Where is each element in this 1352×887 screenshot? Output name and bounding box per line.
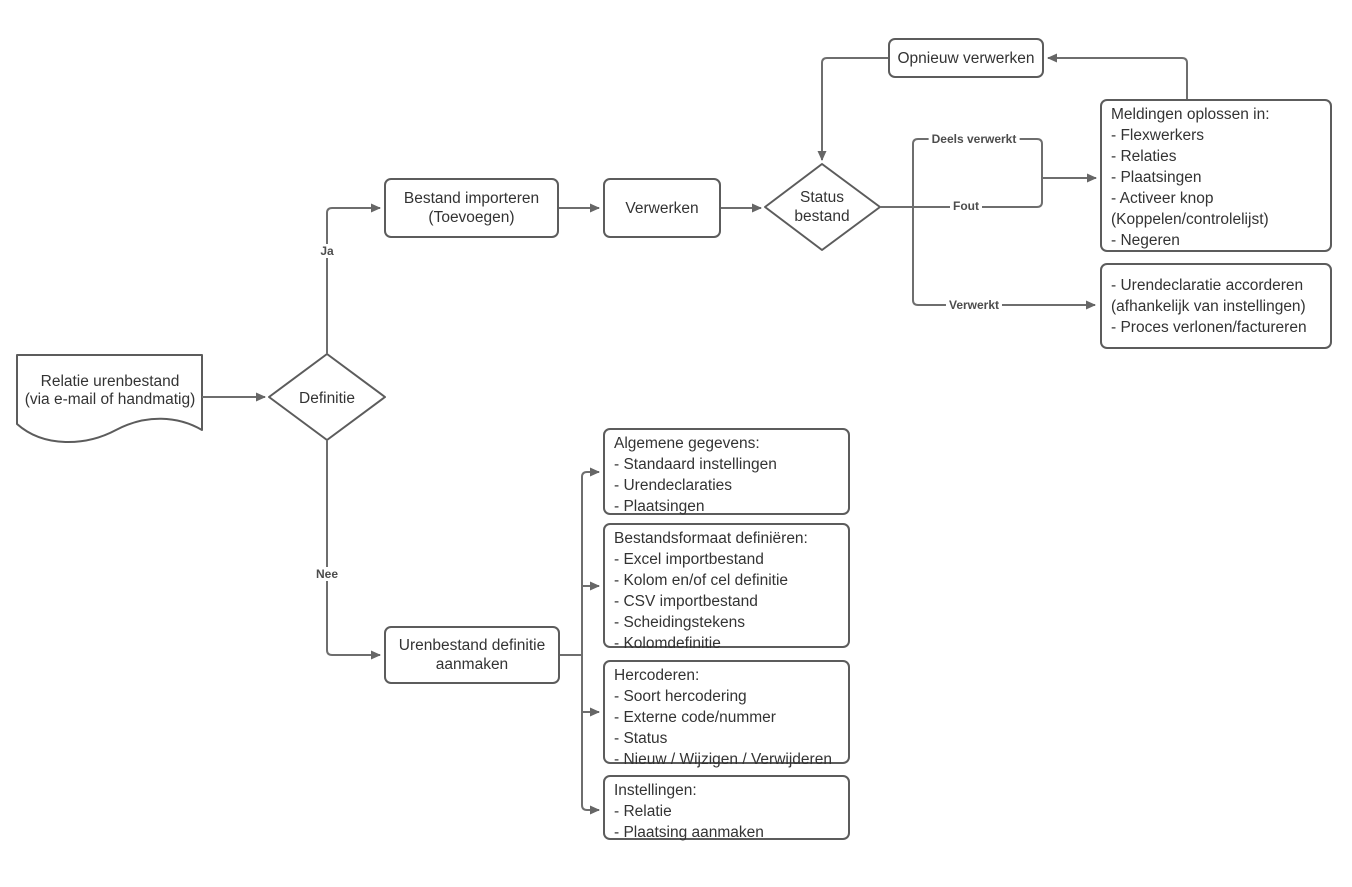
list-line: - Flexwerkers <box>1111 127 1205 144</box>
list-line: - Urendeclaraties <box>614 477 733 494</box>
edge-label-fout: Fout <box>950 199 982 213</box>
list-line: - Negeren <box>1111 232 1180 249</box>
list-line: - Standaard instellingen <box>614 456 777 473</box>
node-label-line: Verwerken <box>625 199 699 217</box>
list-line: - Externe code/nummer <box>614 709 776 726</box>
connector-nee-branch <box>327 440 380 655</box>
list-line: (Koppelen/controlelijst) <box>1111 211 1269 228</box>
node-meldingen-oplossen <box>1100 99 1332 252</box>
node-opnieuw-verwerken <box>888 38 1044 78</box>
node-instellingen <box>603 775 850 840</box>
node-bestandsformaat <box>603 523 850 652</box>
edge-label-ja: Ja <box>317 244 336 258</box>
list-line: Instellingen: <box>614 782 697 799</box>
connector-verwerkt <box>913 207 1095 305</box>
node-label-line: Urenbestand definitie <box>398 637 546 654</box>
list-line: - Status <box>614 730 668 747</box>
node-urenbestand-definitie <box>384 626 560 684</box>
list-line: - Kolomdefinitie <box>614 635 721 652</box>
connector-to-instellingen <box>582 655 599 810</box>
node-label-line: Opnieuw verwerken <box>897 49 1035 67</box>
connector-opnieuw-to-status <box>822 58 888 160</box>
list-line: - Activeer knop <box>1111 190 1214 207</box>
list-line: Meldingen oplossen in: <box>1111 106 1270 123</box>
list-line: - Plaatsingen <box>1111 169 1202 186</box>
edge-label-deels-verwerkt: Deels verwerkt <box>929 132 1020 146</box>
node-urendeclaratie-accorderen <box>1100 263 1332 349</box>
node-definitie-label: Definitie <box>299 390 355 407</box>
node-label-line: aanmaken <box>435 656 509 673</box>
list-line: - Plaatsing aanmaken <box>614 824 764 841</box>
edge-label-verwerkt: Verwerkt <box>946 298 1002 312</box>
node-label-line: bestand <box>794 208 850 225</box>
list-line: - Plaatsingen <box>614 498 705 515</box>
node-label-line: (Toevoegen) <box>428 209 515 226</box>
node-hercoderen <box>603 660 850 768</box>
list-line: - Soort hercodering <box>614 688 747 705</box>
node-label-line: Relatie urenbestand <box>40 373 180 390</box>
node-relatie-urenbestand <box>20 373 200 409</box>
list-line: - Relatie <box>614 803 672 820</box>
list-line: - Relaties <box>1111 148 1177 165</box>
node-verwerken <box>603 178 721 238</box>
list-line: (afhankelijk van instellingen) <box>1111 297 1306 315</box>
list-line: - Scheidingstekens <box>614 614 745 631</box>
node-label-line: (via e-mail of handmatig) <box>24 391 196 408</box>
list-line: - Urendeclaratie accorderen <box>1111 276 1304 294</box>
connector-to-algemene <box>582 472 599 655</box>
connector-ja-branch <box>327 208 380 354</box>
list-line: - Kolom en/of cel definitie <box>614 572 789 589</box>
list-line: - Proces verlonen/factureren <box>1111 318 1307 336</box>
list-line: Algemene gegevens: <box>614 435 760 452</box>
node-algemene-gegevens <box>603 428 850 515</box>
node-label-line: Bestand importeren <box>403 190 540 207</box>
connector-meldingen-to-opnieuw <box>1048 58 1187 99</box>
node-label-line: Status <box>800 189 844 206</box>
node-status-bestand-label <box>765 188 879 226</box>
list-line: - Nieuw / Wijzigen / Verwijderen <box>614 751 832 768</box>
list-line: Bestandsformaat definiëren: <box>614 530 808 547</box>
list-line: - Excel importbestand <box>614 551 764 568</box>
list-line: - CSV importbestand <box>614 593 758 610</box>
node-bestand-importeren <box>384 178 559 238</box>
edge-label-nee: Nee <box>313 567 341 581</box>
connector-deels-verwerkt <box>913 139 1042 207</box>
list-line: Hercoderen: <box>614 667 700 684</box>
